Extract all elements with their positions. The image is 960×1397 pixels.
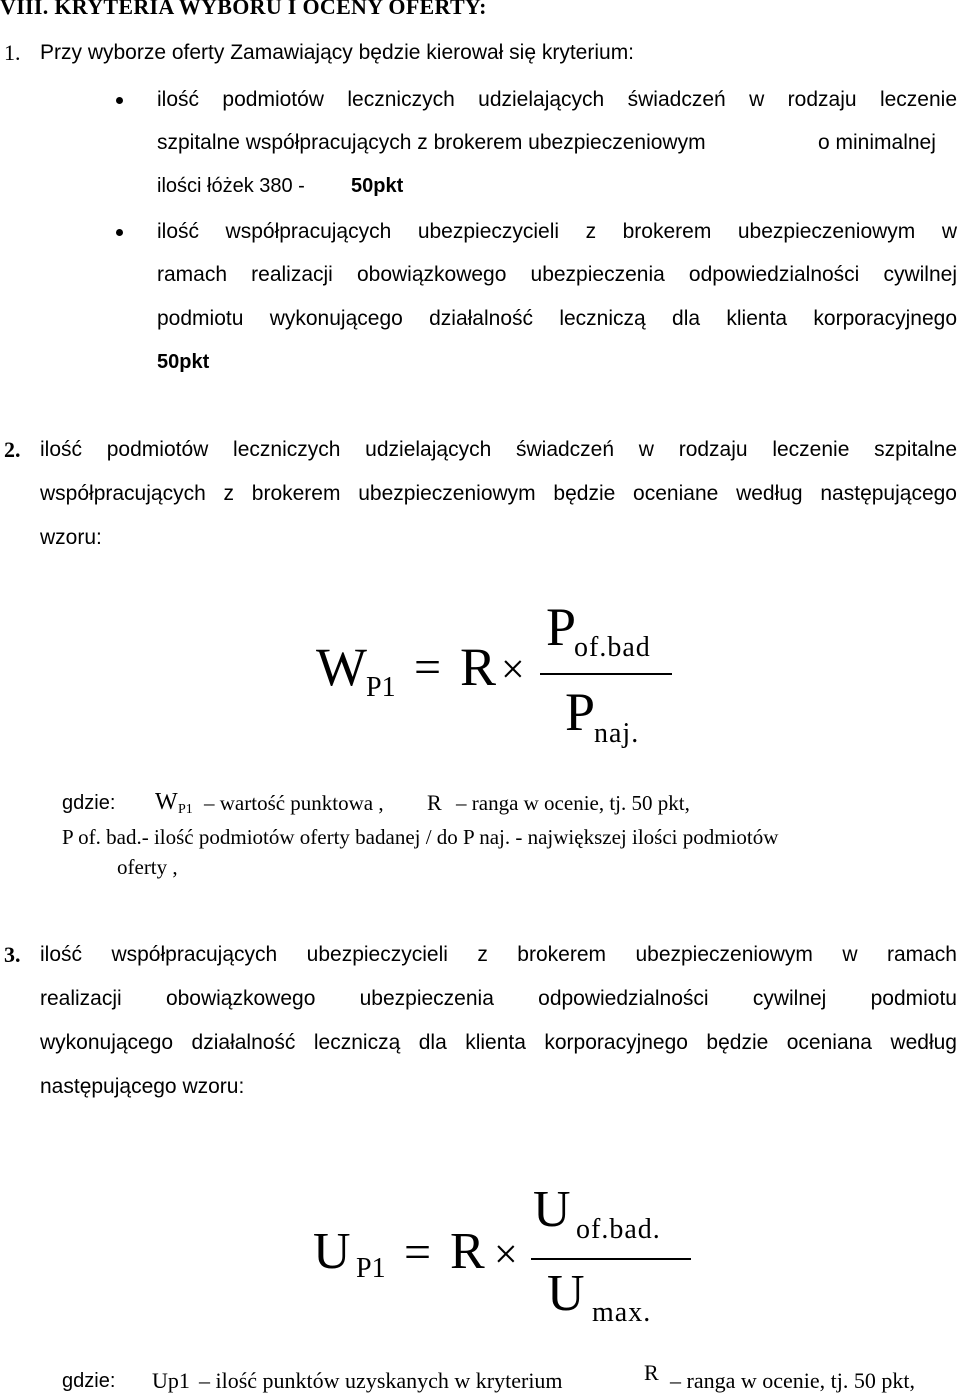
formula2-numerator-sub: of.bad. — [576, 1214, 661, 1245]
formula2-lhs-sub: P1 — [356, 1253, 386, 1284]
legend2-gdzie: gdzie: — [62, 1370, 116, 1392]
point2-line2: współpracujących z brokerem ubezpieczeniowym będzie oceniane według następującego — [40, 482, 957, 505]
bullet-dot — [116, 229, 123, 236]
legend2-r: R — [644, 1360, 659, 1385]
bullet2-line3: podmiotu wykonującego działalność leczniczą dla klienta korporacyjnego — [157, 307, 957, 330]
legend1-w-desc: – wartość punktowa , — [204, 791, 384, 815]
point3-line2: realizacji obowiązkowego ubezpieczenia odpowiedzialności cywilnej podmiotu — [40, 987, 957, 1010]
section-title: VIII. KRYTERIA WYBORU I OCENY OFERTY: — [0, 0, 487, 19]
bullet2-line2: ramach realizacji obowiązkowego ubezpieczenia odpowiedzialności cywilnej — [157, 263, 957, 286]
point3-line3: wykonującego działalność leczniczą dla klienta korporacyjnego będzie oceniana według — [40, 1031, 957, 1054]
fraction-bar — [540, 673, 672, 675]
point3-line4: następującego wzoru: — [40, 1075, 245, 1098]
bullet1-line3: ilości łóżek 380 - — [157, 175, 305, 197]
formula-denominator-sub: naj. — [594, 718, 640, 749]
formula2-denominator: U — [547, 1265, 585, 1322]
bullet1-points: 50pkt — [351, 175, 404, 197]
point2-line3: wzoru: — [40, 526, 102, 549]
legend2-u-desc: – ilość punktów uzyskanych w kryterium — [199, 1368, 563, 1393]
legend1-line2: P of. bad.- ilość podmiotów oferty badanej / do P naj. - największej ilości podmiotów — [62, 825, 779, 849]
bullet2-points: 50pkt — [157, 351, 210, 373]
formula2-r: R — [450, 1223, 485, 1280]
legend1-w: W — [155, 789, 178, 815]
formula2-lhs: U — [313, 1223, 351, 1280]
legend1-r-desc: – ranga w ocenie, tj. 50 pkt, — [456, 791, 690, 815]
bullet1-line2a: szpitalne współpracujących z brokerem ubezpieczeniowym — [157, 131, 706, 154]
legend2-u: Up1 — [152, 1368, 190, 1393]
legend1-w-sub: P1 — [178, 802, 193, 817]
point2-number: 2. — [4, 437, 21, 462]
formula-denominator: P — [565, 682, 596, 742]
point3-line1: ilość współpracujących ubezpieczycieli z brokerem ubezpieczeniowym w ramach — [40, 943, 957, 966]
fraction-bar — [531, 1258, 691, 1260]
legend1-r: R — [427, 790, 442, 815]
formula2-equals: = — [404, 1226, 432, 1279]
formula2-times: × — [494, 1232, 518, 1278]
legend2-r-desc: – ranga w ocenie, tj. 50 pkt, — [670, 1368, 915, 1393]
point3-number: 3. — [4, 942, 21, 967]
point2-line1: ilość podmiotów leczniczych udzielających świadczeń w rodzaju leczenie szpitalne — [40, 438, 957, 461]
bullet-dot — [116, 97, 123, 104]
point1-intro: Przy wyborze oferty Zamawiający będzie kierował się kryterium: — [40, 41, 635, 64]
formula-r: R — [460, 637, 497, 697]
legend1-line3: oferty , — [117, 855, 178, 879]
bullet1-line2b: o minimalnej — [818, 131, 936, 154]
formula-times: × — [501, 647, 525, 693]
formula-lhs: W — [316, 637, 367, 697]
bullet1-line1: ilość podmiotów leczniczych udzielających świadczeń w rodzaju leczenie — [157, 88, 957, 111]
formula2-denominator-sub: max. — [592, 1297, 652, 1328]
legend1-gdzie: gdzie: — [62, 792, 116, 814]
point1-number: 1. — [4, 40, 21, 65]
bullet2-line1: ilość współpracujących ubezpieczycieli z brokerem ubezpieczeniowym w — [157, 220, 957, 243]
formula-numerator-sub: of.bad — [574, 632, 651, 663]
formula-numerator: P — [546, 597, 577, 657]
formula-equals: = — [414, 641, 442, 694]
formula2-numerator: U — [533, 1181, 571, 1238]
formula-lhs-sub: P1 — [366, 672, 396, 703]
